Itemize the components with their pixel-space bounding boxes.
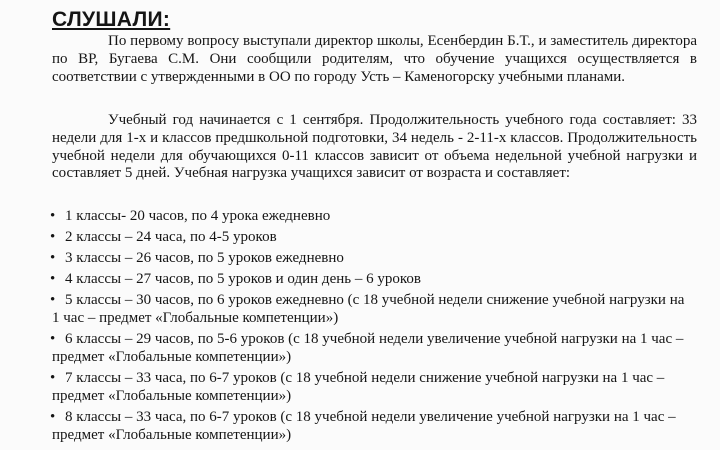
bullet-icon: •	[50, 409, 56, 426]
list-item	[52, 409, 692, 445]
bullet-icon: •	[50, 370, 56, 387]
list-item-text: 6 классы – 29 часов, по 5-6 уроков (с 18 учебной недели увеличение учебной нагрузки на 1 час – предмет «Глобальные компетенции»)	[52, 331, 684, 366]
list-item	[52, 229, 692, 247]
bullet-icon: •	[50, 331, 56, 348]
section-heading: СЛУШАЛИ:	[52, 8, 171, 31]
list-item-text: 5 классы – 30 часов, по 6 уроков ежедневно (с 18 учебной недели снижение учебной нагрузки на 1 час – предмет «Глобальные компетенции»)	[52, 292, 685, 327]
paragraph-school-year: Учебный год начинается с 1 сентября. Продолжительность учебного года составляет: 33 недели для 1-х и классов предшкольной подготовки, 34 недель - 2-11-х классов. Продолжительность учебной недели для обучающихся 0-11 классов зависит от объема недельной учебной нагрузки и составляет 5 дней. Учебная нагрузка учащихся зависит от возраста и составляет:	[52, 112, 697, 182]
list-item	[52, 370, 692, 406]
bullet-icon: •	[50, 250, 56, 267]
list-item-text: 8 классы – 33 часа, по 6-7 уроков (с 18 учебной недели увеличение учебной нагрузки на 1 час – предмет «Глобальные компетенции»)	[52, 409, 676, 443]
workload-list	[52, 208, 692, 448]
list-item	[52, 331, 692, 367]
list-item-text: 3 классы – 26 часов, по 5 уроков ежедневно	[65, 250, 344, 267]
list-item-text: 7 классы – 33 часа, по 6-7 уроков (с 18 учебной недели снижение учебной нагрузки на 1 час – предмет «Глобальные компетенции»)	[52, 370, 665, 404]
list-item-text: 4 классы – 27 часов, по 5 уроков и один день – 6 уроков	[65, 271, 421, 288]
paragraph-speakers: По первому вопросу выступали директор школы, Есенбердин Б.Т., и заместитель директора по ВР, Бугаева С.М. Они сообщили родителям, что обучение учащихся осуществляется в соответствии с утвержденными в ОО по городу Усть – Каменогорску учебными планами.	[52, 33, 697, 85]
bullet-icon: •	[50, 292, 56, 309]
list-item-text: 2 классы – 24 часа, по 4-5 уроков	[65, 229, 277, 246]
bullet-icon: •	[50, 229, 56, 246]
list-item	[52, 208, 692, 226]
list-item-text: 1 классы- 20 часов, по 4 урока ежедневно	[65, 208, 331, 224]
bullet-icon: •	[50, 208, 56, 224]
list-item	[52, 271, 692, 289]
list-item	[52, 250, 692, 268]
bullet-icon: •	[50, 271, 56, 288]
list-item	[52, 292, 692, 328]
